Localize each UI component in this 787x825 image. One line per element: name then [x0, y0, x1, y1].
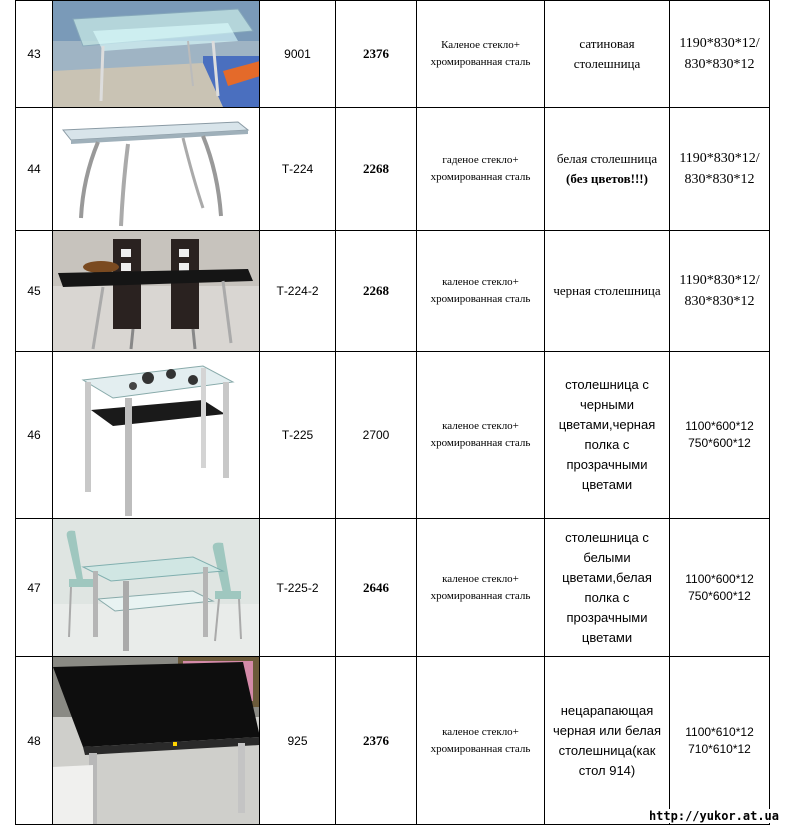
- model-code: Т-224: [260, 108, 336, 231]
- row-number: 45: [16, 231, 53, 352]
- price: 2700: [336, 352, 417, 519]
- glass-table-photo: [53, 352, 260, 518]
- price: 2646: [336, 519, 417, 657]
- table-row: [16, 231, 770, 352]
- material: каленое стекло+ хромированная сталь: [417, 657, 545, 825]
- dimensions: 1190*830*12/ 830*830*12: [670, 231, 770, 352]
- dimensions: 1190*830*12/ 830*830*12: [670, 108, 770, 231]
- material: гаденое стекло+ хромированная сталь: [417, 108, 545, 231]
- model-code: Т-225: [260, 352, 336, 519]
- model-code: Т-225-2: [260, 519, 336, 657]
- row-number: 47: [16, 519, 53, 657]
- glass-table-photo: [53, 108, 260, 230]
- product-photo: [53, 231, 260, 352]
- material: Каленое стекло+ хромированная сталь: [417, 1, 545, 108]
- dimensions: 1100*600*12 750*600*12: [670, 352, 770, 519]
- table-row: [16, 657, 770, 825]
- description-text: белая столешница: [556, 151, 658, 166]
- row-number: 48: [16, 657, 53, 825]
- description-note: (без цветов!!!): [566, 171, 648, 186]
- table-row: [16, 352, 770, 519]
- dimensions: 1190*830*12/ 830*830*12: [670, 1, 770, 108]
- table-row: [16, 1, 770, 108]
- material: каленое стекло+ хромированная сталь: [417, 352, 545, 519]
- table-row: [16, 108, 770, 231]
- description: сатиновая столешница: [545, 1, 670, 108]
- site-watermark: http://yukor.at.ua: [648, 809, 779, 823]
- material: каленое стекло+ хромированная сталь: [417, 519, 545, 657]
- black-table-photo: [53, 231, 260, 351]
- row-number: 46: [16, 352, 53, 519]
- model-code: Т-224-2: [260, 231, 336, 352]
- price: 2376: [336, 657, 417, 825]
- price: 2268: [336, 231, 417, 352]
- description: нецарапающая черная или белая столешница(как стол 914): [545, 657, 670, 825]
- row-number: 44: [16, 108, 53, 231]
- description: [545, 108, 670, 231]
- product-photo: [53, 352, 260, 519]
- product-photo: [53, 519, 260, 657]
- model-code: 9001: [260, 1, 336, 108]
- price: 2268: [336, 108, 417, 231]
- price: 2376: [336, 1, 417, 108]
- dimensions: 1100*600*12 750*600*12: [670, 519, 770, 657]
- table-row: [16, 519, 770, 657]
- description: черная столешница: [545, 231, 670, 352]
- glass-table-photo: [53, 1, 260, 107]
- description: столешница с белыми цветами,белая полка с прозрачными цветами: [545, 519, 670, 657]
- product-photo: [53, 657, 260, 825]
- product-photo: [53, 108, 260, 231]
- description: столешница с черными цветами,черная полка с прозрачными цветами: [545, 352, 670, 519]
- row-number: 43: [16, 1, 53, 108]
- black-table-photo: [53, 657, 260, 824]
- material: каленое стекло+ хромированная сталь: [417, 231, 545, 352]
- model-code: 925: [260, 657, 336, 825]
- glass-table-photo: [53, 519, 260, 656]
- dimensions: 1100*610*12 710*610*12: [670, 657, 770, 825]
- product-photo: [53, 1, 260, 108]
- product-table: [15, 0, 770, 825]
